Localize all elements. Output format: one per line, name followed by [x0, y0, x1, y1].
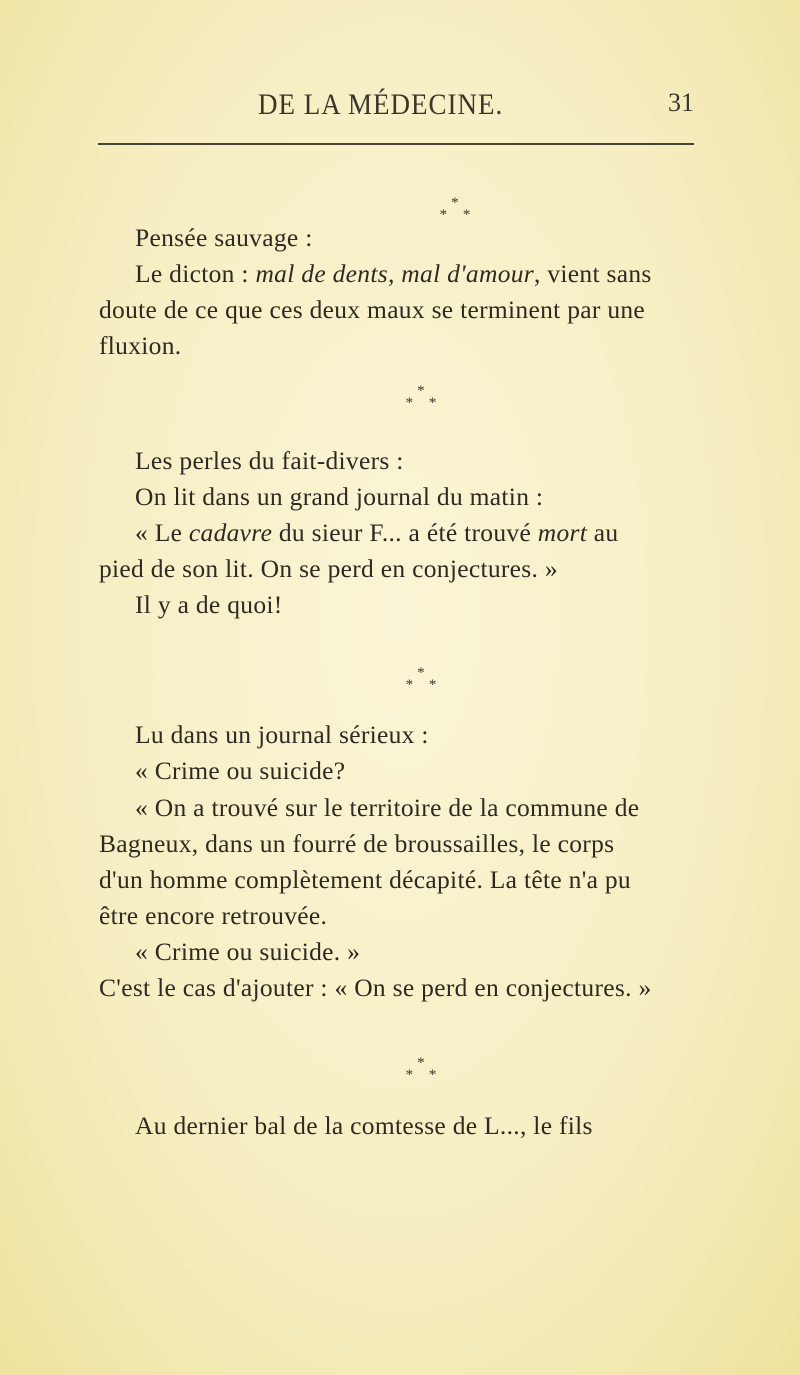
asterism-bottom: * * [405, 1067, 443, 1083]
section-1-heading: Pensée sauvage : [135, 223, 313, 252]
asterism-bottom: * * [405, 395, 443, 411]
section-1-text: , vient sans [534, 259, 652, 288]
section-2-line-4: Il y a de quoi! [135, 590, 283, 619]
page-number: 31 [668, 88, 694, 117]
section-3-line-3: Bagneux, dans un fourré de broussailles, le corps [99, 829, 615, 858]
asterism [391, 1057, 451, 1081]
asterism [391, 667, 451, 691]
section-1-line-2: doute de ce que ces deux maux se terminent par une [99, 295, 646, 324]
section-2-heading: Les perles du fait-divers : [135, 446, 404, 475]
section-2-line-3: pied de son lit. On se perd en conjectures. » [99, 554, 558, 583]
section-3-line-2: « On a trouvé sur le territoire de la commune de [135, 793, 640, 822]
section-2-line-1: On lit dans un grand journal du matin : [135, 482, 544, 511]
asterism-top: * [451, 195, 459, 211]
asterism [425, 197, 485, 221]
section-2-text: du sieur F... a été trouvé [272, 518, 538, 547]
section-2-text: au [587, 518, 619, 547]
section-3-line-1: « Crime ou suicide? [135, 756, 346, 785]
section-1-text: Le dicton : [135, 259, 256, 288]
asterism-bottom: * * [439, 207, 477, 223]
section-3-heading: Lu dans un journal sérieux : [135, 720, 429, 749]
section-3-line-4: d'un homme complètement décapité. La tête n'a pu [99, 865, 631, 894]
section-2-italic: mort [537, 518, 588, 547]
asterism [391, 385, 451, 409]
section-4-line-1: Au dernier bal de la comtesse de L..., le fils [135, 1111, 593, 1140]
section-3-line-5: être encore retrouvée. [99, 901, 328, 930]
page-header [0, 88, 800, 128]
section-1-line-1 [135, 256, 652, 292]
section-2-italic: cadavre [188, 518, 273, 547]
section-1-line-3: fluxion. [99, 331, 182, 360]
section-2-text: « Le [135, 518, 189, 547]
section-3-line-7: C'est le cas d'ajouter : « On se perd en conjectures. » [99, 973, 652, 1002]
section-2-line-2 [135, 515, 618, 551]
asterism-top: * [417, 665, 425, 681]
section-3-line-6: « Crime ou suicide. » [135, 937, 361, 966]
running-title: DE LA MÉDECINE. [258, 88, 504, 121]
header-rule [98, 143, 694, 145]
asterism-top: * [417, 1055, 425, 1071]
asterism-bottom: * * [405, 677, 443, 693]
section-1-italic: mal de dents, mal d'amour [255, 259, 535, 288]
asterism-top: * [417, 383, 425, 399]
